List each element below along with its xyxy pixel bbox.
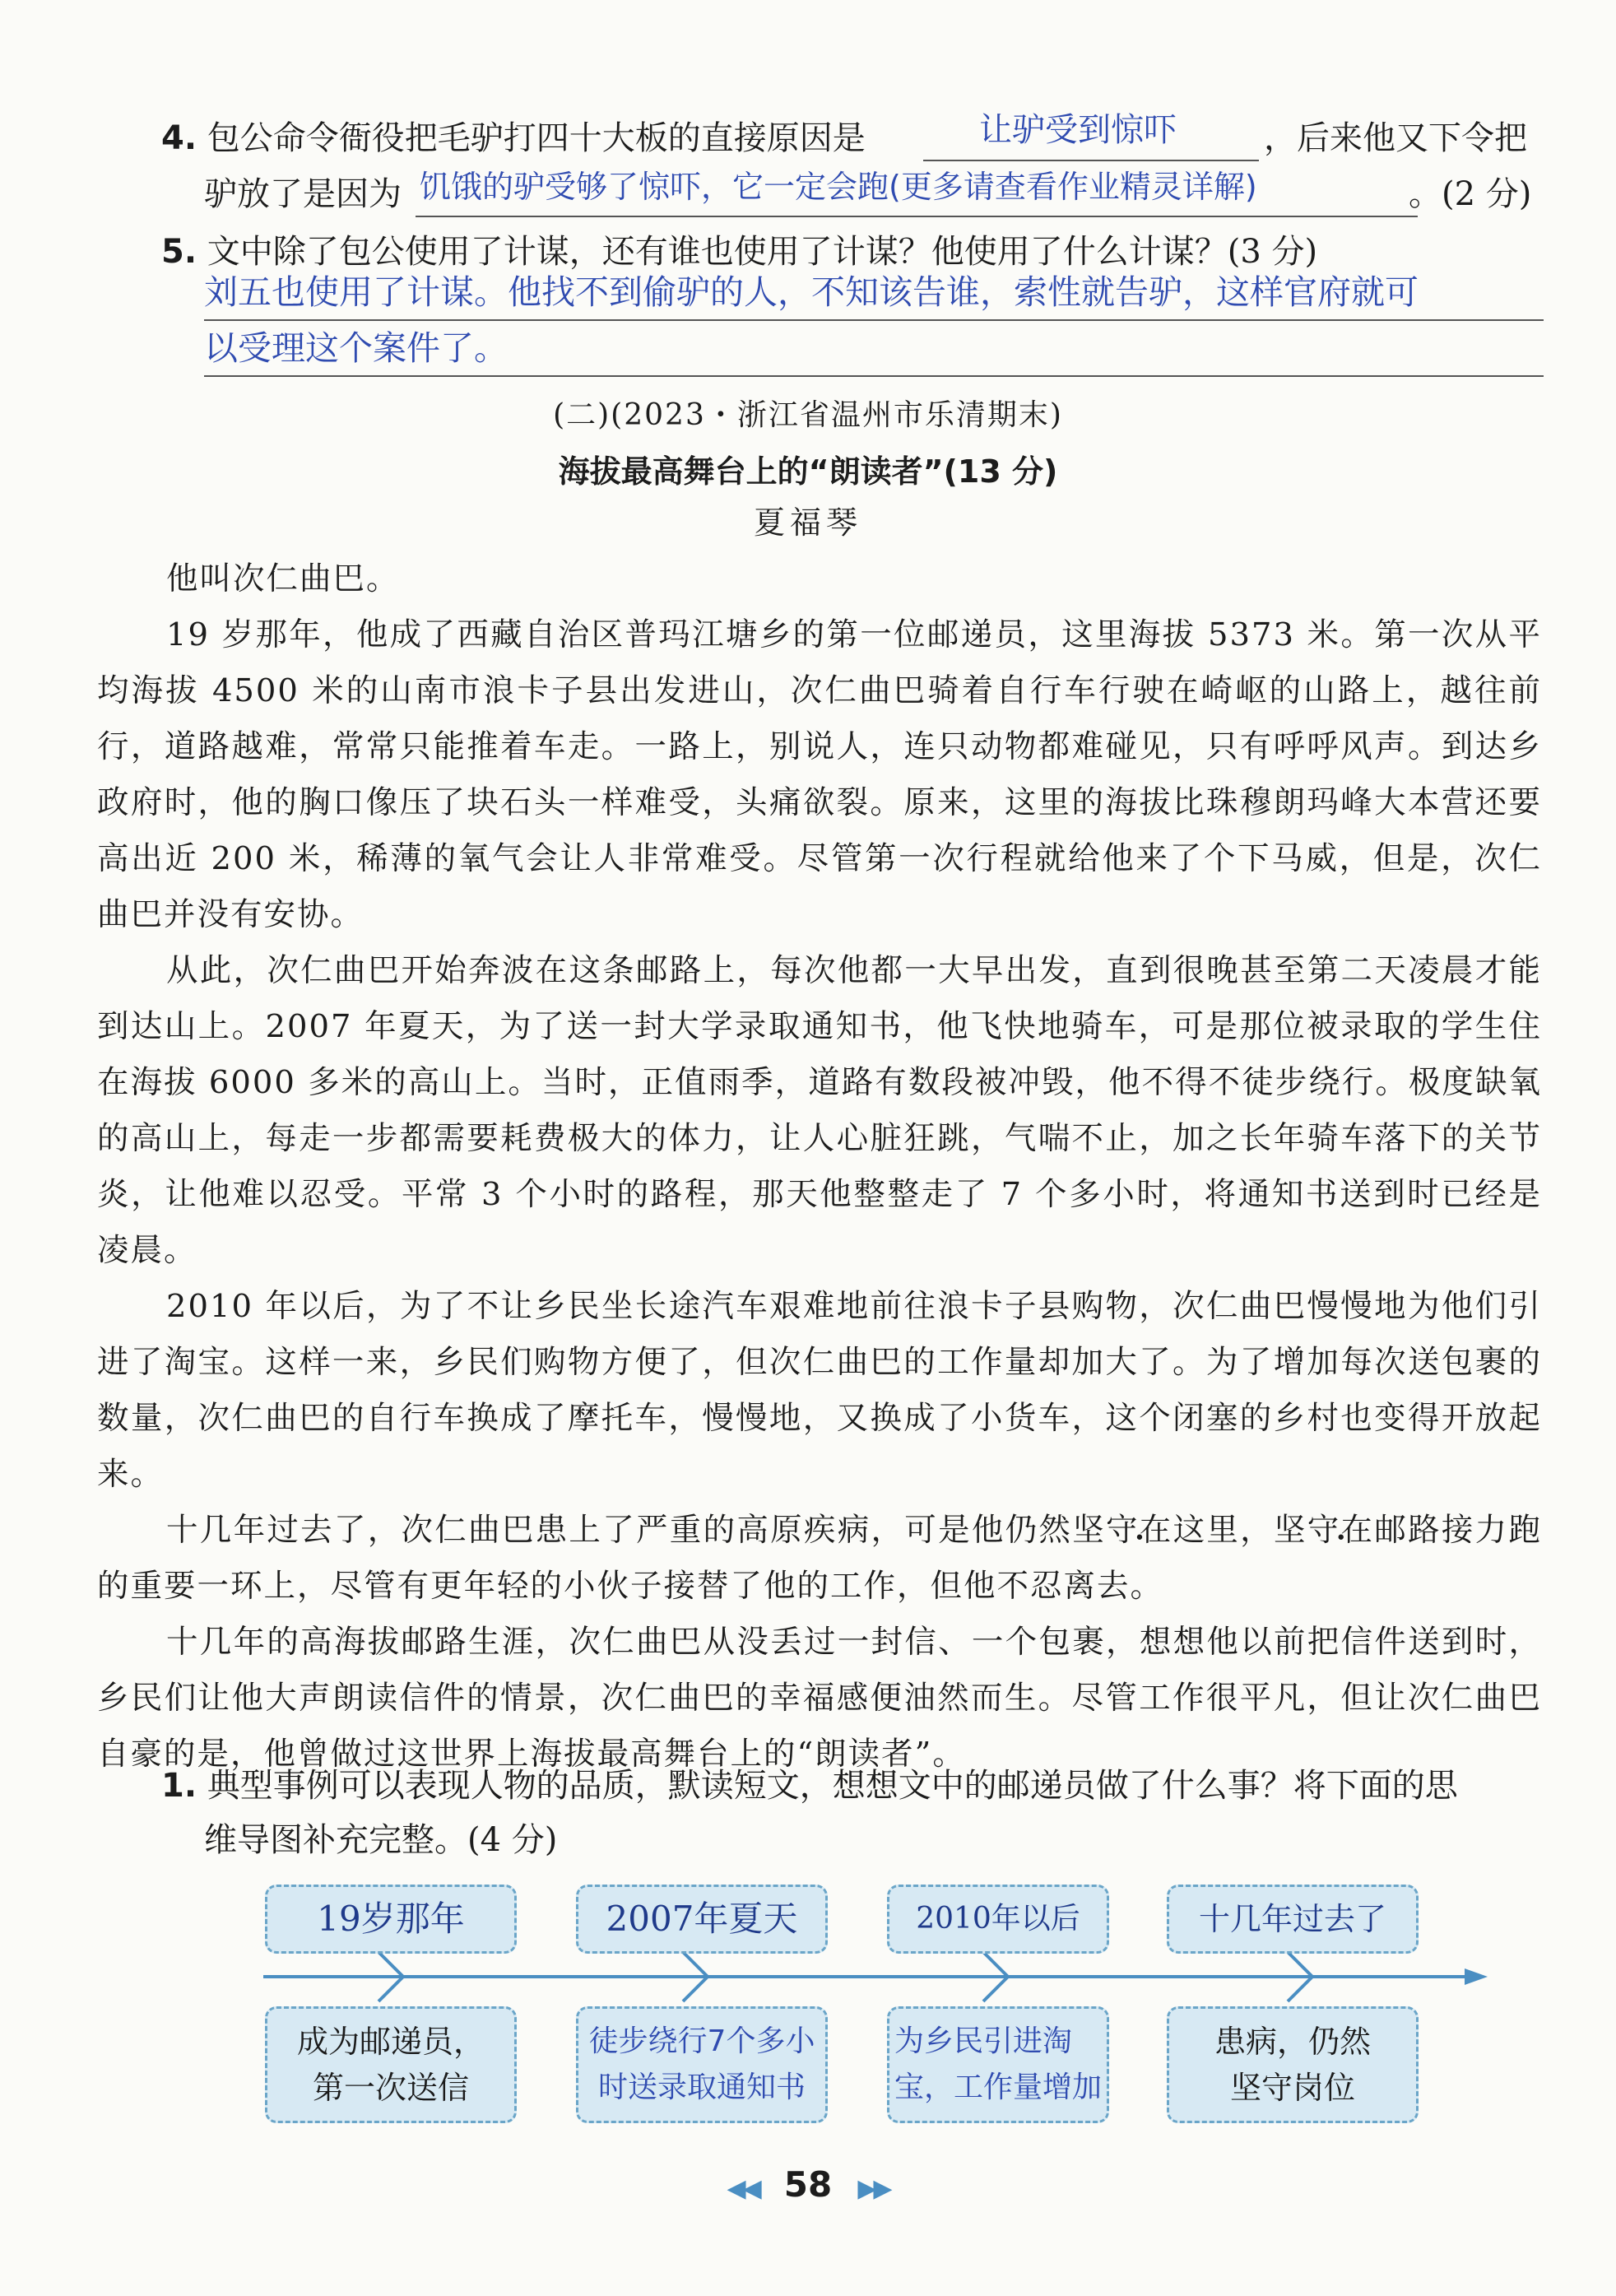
q4-answer2-line	[416, 216, 1418, 217]
p5-part-a: 十几年过去了，次仁曲巴患上了严重的高原疾病，可是他仍然	[166, 1512, 1073, 1549]
mindmap-bottom-4-line1: 患病，仍然	[1214, 2024, 1371, 2060]
mindmap-bottom-2-line2: 时送录取通知书	[597, 2071, 806, 2104]
q4-answer1: 让驴受到惊吓	[979, 111, 1177, 149]
mindmap-bottom-2-line1: 徒步绕行7个多小	[588, 2024, 815, 2058]
paragraph-2: 19 岁那年，他成了西藏自治区普玛江塘乡的第一位邮递员，这里海拔 5373 米。第一次从平均海拔 4500 米的山南市浪卡子县出发进山，次仁曲巴骑着自行车行驶在崎岖的山路上，越往前行，道路越难，常常只能推着车走。一路上，别说人，连只动物都难碰见，只有呼呼风声。到达乡政府时，他的胸口像压了块石头一样难受，头痛欲裂。原来，这里的海拔比珠穆朗玛峰大本营还要高出近 200 米，稀薄的氧气会让人非常难受。尽管第一次行程就给他来了个下马威，但是，次仁曲巴并没有安协。	[97, 616, 1542, 933]
q5-answer-line2-rule	[204, 375, 1544, 377]
q5-number: 5.	[161, 233, 197, 271]
mindmap-bottom-2	[576, 2006, 828, 2123]
emphasis-word-2: 坚守 •	[1274, 1512, 1341, 1549]
mindmap-bottom-3-line1: 为乡民引进淘	[894, 2024, 1072, 2058]
paragraph-3: 从此，次仁曲巴开始奔波在这条邮路上，每次他都一大早出发，直到很晚甚至第二天凌晨才能到达山上。2007 年夏天，为了送一封大学录取通知书，他飞快地骑车，可是那位被录取的学生住在海拔 6000 多米的高山上。当时，正值雨季，道路有数段被冲毁，他不得不徒步绕行。极度缺氧的高山上，每走一步都需要耗费极大的体力，让人心脏狂跳，气喘不止，加之长年骑车落下的关节炎，让他难以忍受。平常 3 个小时的路程，那天他整整走了 7 个多小时，将通知书送到时已经是凌晨。	[97, 952, 1542, 1269]
mindmap-bottom-4-line2: 坚守岗位	[1229, 2070, 1355, 2106]
timeline-arrowhead	[1465, 1968, 1488, 1985]
q1-number: 1.	[161, 1767, 197, 1805]
q4-text-before: 包公命令衙役把毛驴打四十大板的直接原因是	[207, 119, 866, 157]
page-number: 58	[783, 2164, 833, 2205]
q4-score: 。(2 分)	[1409, 175, 1532, 213]
q4-line1	[161, 115, 866, 161]
paragraph-5	[97, 1503, 1542, 1615]
next-page-icon: ▶▶	[857, 2174, 889, 2203]
paragraph-4: 2010 年以后，为了不让乡民坐长途汽车艰难地前往浪卡子县购物，次仁曲巴慢慢地为他们引进了淘宝。这样一来，乡民们购物方便了，但次仁曲巴的工作量却加大了。为了增加每次送包裹的数量，次仁曲巴的自行车换成了摩托车，慢慢地，又换成了小货车，这个闭塞的乡村也变得开放起来。	[97, 1288, 1542, 1493]
p5-part-c: 在邮路接力跑的重要一环上，尽管有更年轻的小伙子接替了他的工作，但他不忍离去。	[97, 1512, 1542, 1605]
paragraph-6: 十几年的高海拔邮路生涯，次仁曲巴从没丢过一封信、一个包裹，想想他以前把信件送到时，乡民们让他大声朗读信件的情景，次仁曲巴的幸福感便油然而生。尽管工作很平凡，但让次仁曲巴自豪的是，他曾做过这世界上海拔最高舞台上的“朗读者”。	[97, 1624, 1542, 1773]
q1-line1-text: 典型事例可以表现人物的品质，默读短文，想想文中的邮递员做了什么事？将下面的思	[207, 1767, 1458, 1805]
mindmap-top-3: 2010年以后	[887, 1885, 1109, 1954]
mindmap-bottom-1-line2: 第一次送信	[312, 2070, 469, 2106]
mindmap-top-4: 十几年过去了	[1167, 1885, 1419, 1954]
q4-answer2: 饥饿的驴受够了惊吓，它一定会跑(更多请查看作业精灵详解)	[420, 169, 1257, 205]
article-body	[97, 551, 1542, 1782]
q4-text-mid: ，后来他又下令把	[1264, 119, 1527, 157]
q5-text: 文中除了包公使用了计谋，还有谁也使用了计谋？他使用了什么计谋？(3 分)	[207, 233, 1318, 271]
q5-answer-line1: 刘五也使用了计谋。他找不到偷驴的人，不知该告谁，索性就告驴，这样官府就可	[204, 272, 1419, 312]
mindmap-bottom-3-line2: 宝，工作量增加	[894, 2071, 1102, 2104]
article-title: 海拔最高舞台上的“朗读者”(13 分)	[558, 453, 1058, 490]
section-label: (二)(2023・浙江省温州市乐清期末)	[553, 398, 1063, 432]
paragraph-1: 他叫次仁曲巴。	[166, 560, 400, 597]
q1-line1	[161, 1763, 1458, 1809]
q4-line2-prefix: 驴放了是因为	[204, 175, 402, 213]
mindmap-top-1: 19岁那年	[265, 1885, 517, 1954]
mindmap-bottom-1-line1: 成为邮递员，	[296, 2024, 485, 2060]
mindmap-bottom-3	[887, 2006, 1109, 2123]
mindmap-bottom-1	[265, 2006, 517, 2123]
page-footer	[0, 2164, 1616, 2205]
mindmap-top-2: 2007年夏天	[576, 1885, 828, 1954]
prev-page-icon: ◀◀	[727, 2174, 759, 2203]
q4-number: 4.	[161, 119, 197, 157]
q1-line2: 维导图补充完整。(4 分)	[204, 1821, 558, 1859]
mindmap-bottom-4	[1167, 2006, 1419, 2123]
emphasis-word-1: 坚守 •	[1072, 1512, 1140, 1549]
article-author: 夏福琴	[753, 504, 862, 541]
q5-answer-line2: 以受理这个案件了。	[204, 328, 508, 368]
p5-part-b: 在这里，	[1139, 1512, 1274, 1549]
